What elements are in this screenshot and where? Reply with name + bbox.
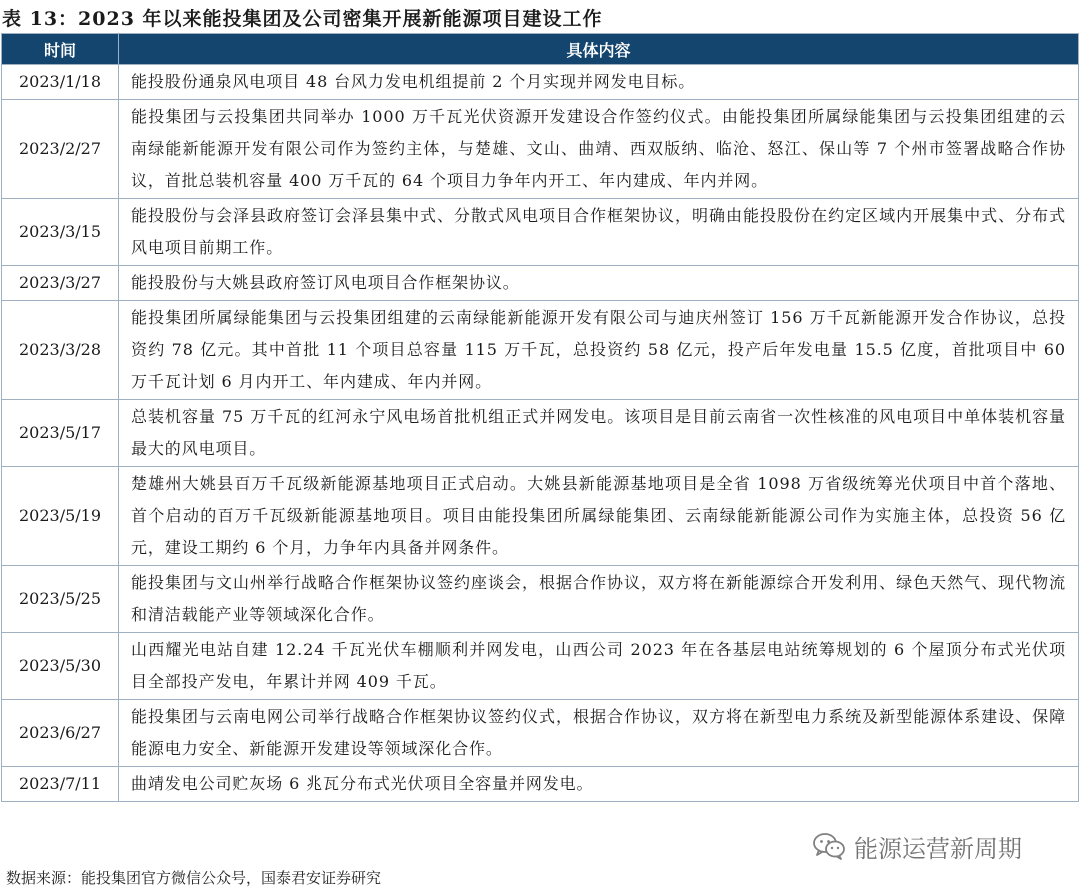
row-date: 2023/5/19: [2, 467, 119, 566]
table-row: [2, 301, 1079, 400]
row-date: 2023/5/17: [2, 400, 119, 467]
row-date: 2023/5/30: [2, 633, 119, 700]
table-row: [2, 199, 1079, 266]
row-content: 曲靖发电公司贮灰场 6 兆瓦分布式光伏项目全容量并网发电。: [119, 767, 1079, 802]
row-content: 楚雄州大姚县百万千瓦级新能源基地项目正式启动。大姚县新能源基地项目是全省 1098 万省级统筹光伏项目中首个落地、首个启动的百万千瓦级新能源基地项目。项目由能投集团所属绿能集团、云南绿能新能源公司作为实施主体，总投资 56 亿元，建设工期约 6 个月，力争年内具备并网条件。: [119, 467, 1079, 566]
table-row: [2, 566, 1079, 633]
table-title: 表 13：2023 年以来能投集团及公司密集开展新能源项目建设工作: [2, 8, 603, 30]
row-content: 总装机容量 75 万千瓦的红河永宁风电场首批机组正式并网发电。该项目是目前云南省一次性核准的风电项目中单体装机容量最大的风电项目。: [119, 400, 1079, 467]
row-date: 2023/3/15: [2, 199, 119, 266]
table-row: [2, 467, 1079, 566]
table-row: [2, 266, 1079, 301]
header-content: 具体内容: [119, 34, 1079, 65]
projects-table: [1, 33, 1079, 802]
row-content: 能投集团与文山州举行战略合作框架协议签约座谈会，根据合作协议，双方将在新能源综合开发利用、绿色天然气、现代物流和清洁载能产业等领域深化合作。: [119, 566, 1079, 633]
row-content: 能投股份通泉风电项目 48 台风力发电机组提前 2 个月实现并网发电目标。: [119, 65, 1079, 100]
row-date: 2023/3/28: [2, 301, 119, 400]
table-row: [2, 65, 1079, 100]
row-date: 2023/3/27: [2, 266, 119, 301]
row-date: 2023/6/27: [2, 700, 119, 767]
row-content: 能投集团与云南电网公司举行战略合作框架协议签约仪式，根据合作协议，双方将在新型电力系统及新型能源体系建设、保障能源电力安全、新能源开发建设等领域深化合作。: [119, 700, 1079, 767]
row-date: 2023/2/27: [2, 100, 119, 199]
watermark-text: 能源运营新周期: [854, 834, 1022, 863]
row-content: 能投集团与云投集团共同举办 1000 万千瓦光伏资源开发建设合作签约仪式。由能投集团所属绿能集团与云投集团组建的云南绿能新能源开发有限公司作为签约主体，与楚雄、文山、曲靖、西双版纳、临沧、怒江、保山等 7 个州市签署战略合作协议，首批总装机容量 400 万千瓦的 64 个项目力争年内开工、年内建成、年内并网。: [119, 100, 1079, 199]
table-row: [2, 767, 1079, 802]
source-note: 数据来源：能投集团官方微信公众号，国泰君安证券研究: [6, 869, 382, 887]
table-row: [2, 400, 1079, 467]
table-row: [2, 100, 1079, 199]
row-content: 能投股份与大姚县政府签订风电项目合作框架协议。: [119, 266, 1079, 301]
row-content: 能投集团所属绿能集团与云投集团组建的云南绿能新能源开发有限公司与迪庆州签订 156 万千瓦新能源开发合作协议，总投资约 78 亿元。其中首批 11 个项目总容量 115 万千瓦，总投资约 58 亿元，投产后年发电量 15.5 亿度，首批项目中 60 万千瓦计划 6 月内开工、年内建成、年内并网。: [119, 301, 1079, 400]
watermark: [812, 828, 1022, 864]
row-content: 能投股份与会泽县政府签订会泽县集中式、分散式风电项目合作框架协议，明确由能投股份在约定区域内开展集中式、分布式风电项目前期工作。: [119, 199, 1079, 266]
header-date: 时间: [2, 34, 119, 65]
table-row: [2, 633, 1079, 700]
table-header-row: [2, 34, 1079, 65]
wechat-icon: [812, 831, 846, 861]
table-row: [2, 700, 1079, 767]
row-content: 山西耀光电站自建 12.24 千瓦光伏车棚顺利并网发电，山西公司 2023 年在各基层电站统筹规划的 6 个屋顶分布式光伏项目全部投产发电，年累计并网 409 千瓦。: [119, 633, 1079, 700]
row-date: 2023/7/11: [2, 767, 119, 802]
row-date: 2023/1/18: [2, 65, 119, 100]
table-container: [1, 33, 1078, 802]
row-date: 2023/5/25: [2, 566, 119, 633]
